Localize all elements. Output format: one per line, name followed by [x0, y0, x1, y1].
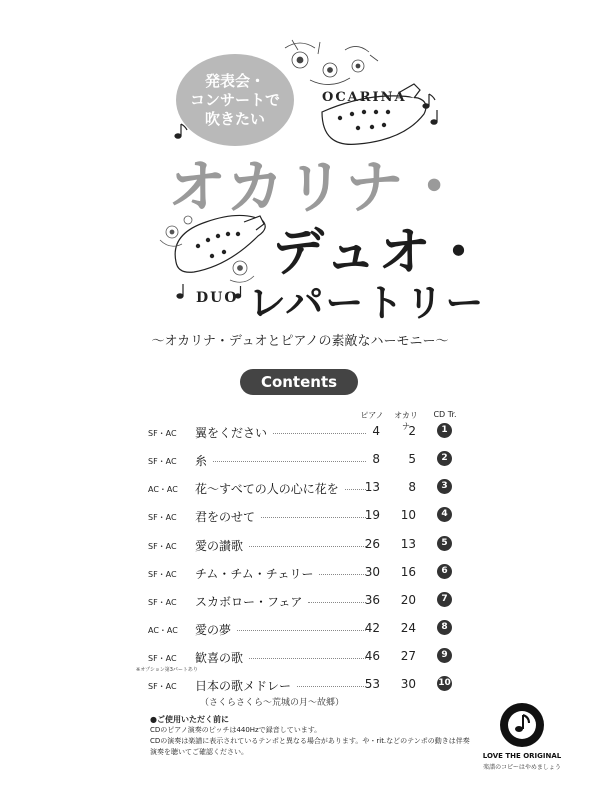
instrument-tag: SF・AC: [148, 513, 177, 522]
contents-row: [0, 621, 600, 649]
song-title: 日本の歌メドレー: [195, 679, 292, 693]
contents-heading: Contents: [240, 369, 358, 395]
instrument-tag: SF・AC: [148, 457, 177, 466]
ocarina-page: 27: [400, 649, 416, 663]
usage-note-line: 演奏を聴いてご確認ください。: [150, 748, 248, 756]
cd-track-badge: 5: [437, 536, 452, 551]
page-title-line-1: オカリナ・: [168, 153, 466, 221]
instrument-tag: SF・AC: [148, 682, 177, 691]
instrument-tag: AC・AC: [148, 485, 178, 494]
ocarina-label: OCARINA: [322, 90, 407, 105]
cd-track-badge: 9: [437, 648, 452, 663]
song-title: 歓喜の歌: [195, 651, 244, 665]
cd-track-badge: 10: [437, 676, 452, 691]
cd-track-badge: 1: [437, 423, 452, 438]
column-header-ocarina: オカリナ: [394, 411, 418, 431]
contents-row: [0, 593, 600, 621]
ocarina-page: 2: [408, 424, 416, 438]
song-title: 愛の讃歌: [195, 539, 244, 553]
cd-track-badge: 3: [437, 479, 452, 494]
tagline-bubble: [176, 54, 294, 146]
usage-note-line: CDの演奏は楽譜に表示されているテンポと異なる場合があります。や・rit.などのテンポの動きは伴奏: [150, 737, 470, 745]
cd-track-badge: 4: [437, 507, 452, 522]
instrument-tag: SF・AC: [148, 429, 177, 438]
piano-page: 30: [364, 565, 380, 579]
song-title: スカボロー・フェア: [195, 595, 303, 609]
contents-row: [0, 508, 600, 536]
contents-row: [0, 537, 600, 565]
page-title-line-2: デュオ・: [272, 223, 487, 283]
tagline-line: 吹きたい: [204, 109, 265, 128]
song-subtitle: （さくらさくら〜荒城の月〜故郷）: [200, 698, 345, 708]
ocarina-page: 8: [408, 480, 416, 494]
page-subtitle: 〜オカリナ・デュオとピアノの素敵なハーモニー〜: [151, 334, 449, 349]
duo-label: DUO: [196, 290, 239, 306]
song-title: 花〜すべての人の心に花を: [195, 482, 339, 496]
piano-page: 42: [364, 621, 380, 635]
song-title: 君をのせて: [195, 510, 256, 524]
flower-illustration: [285, 40, 378, 85]
column-header-cd-track: CD Tr.: [433, 410, 457, 419]
instrument-tag: SF・AC: [148, 542, 177, 551]
column-header-piano: ピアノ: [360, 411, 384, 420]
usage-notes-heading: ●ご使用いただく前に: [150, 715, 229, 724]
song-note: ※オプション第3パートあり: [136, 667, 198, 673]
ocarina-page: 30: [400, 677, 416, 691]
tagline-line: コンサートで: [189, 90, 280, 109]
song-title: 愛の夢: [195, 623, 232, 637]
contents-row: [0, 480, 600, 508]
instrument-tag: SF・AC: [148, 598, 177, 607]
cd-track-badge: 7: [437, 592, 452, 607]
song-title: 翼をください: [195, 426, 268, 440]
ocarina-page: 5: [408, 452, 416, 466]
piano-page: 8: [372, 452, 380, 466]
piano-page: 13: [364, 480, 380, 494]
usage-note-line: CDのピアノ演奏のピッチは440Hzで録音しています。: [150, 726, 322, 734]
cd-track-badge: 6: [437, 564, 452, 579]
contents-row: [0, 565, 600, 593]
ocarina-page: 10: [400, 508, 416, 522]
cd-track-badge: 2: [437, 451, 452, 466]
piano-page: 46: [364, 649, 380, 663]
contents-row: [0, 424, 600, 452]
love-the-original-logo: [492, 700, 552, 750]
page-title-line-3: レパートリー: [248, 281, 486, 325]
usage-notes: [150, 714, 470, 758]
piano-page: 19: [364, 508, 380, 522]
ocarina-page: 16: [400, 565, 416, 579]
instrument-tag: SF・AC: [148, 570, 177, 579]
song-title: 糸: [195, 454, 208, 468]
piano-page: 36: [364, 593, 380, 607]
instrument-tag: AC・AC: [148, 626, 178, 635]
piano-page: 26: [364, 537, 380, 551]
song-title: チム・チム・チェリー: [195, 567, 314, 581]
ocarina-page: 13: [400, 537, 416, 551]
ocarina-page: 20: [400, 593, 416, 607]
tagline-line: 発表会・: [204, 71, 265, 90]
piano-page: 4: [372, 424, 380, 438]
piano-page: 53: [364, 677, 380, 691]
logo-text: LOVE THE ORIGINAL: [482, 752, 562, 760]
instrument-tag: SF・AC: [148, 654, 177, 663]
ocarina-page: 24: [400, 621, 416, 635]
logo-subtext: 楽譜のコピーはやめましょう: [483, 764, 561, 771]
contents-row: [0, 649, 600, 677]
cd-track-badge: 8: [437, 620, 452, 635]
contents-row: [0, 452, 600, 480]
